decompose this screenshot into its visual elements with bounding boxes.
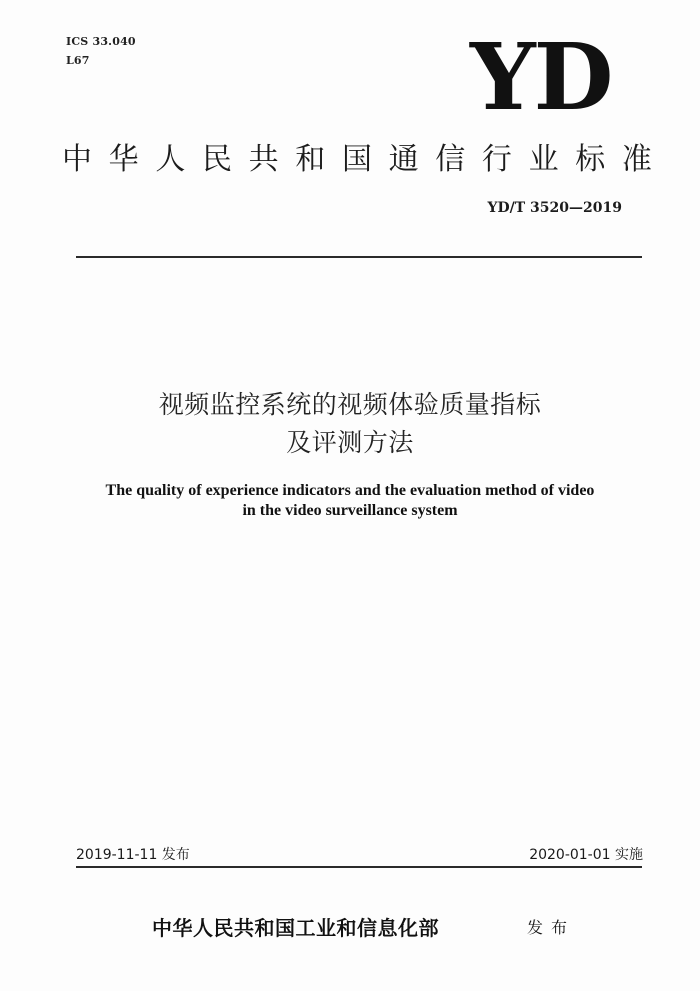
publish-label: 发布 <box>527 918 576 937</box>
issue-date: 2019-11-11 发布 <box>76 847 190 863</box>
ccs-code: L67 <box>66 54 90 67</box>
standard-type-char: 人 <box>155 142 186 177</box>
title-chinese-line-2: 及评测方法 <box>286 428 414 457</box>
standard-type-char: 华 <box>108 142 139 177</box>
publisher-name: 中华人民共和国工业和信息化部 <box>152 916 439 940</box>
title-chinese-line-1: 视频监控系统的视频体验质量指标 <box>158 390 542 419</box>
standard-type-char: 通 <box>388 142 419 177</box>
title-english-line-2: in the video surveillance system <box>242 502 458 519</box>
standard-type-char: 准 <box>621 142 652 177</box>
implementation-date: 2020-01-01 实施 <box>529 847 643 863</box>
standard-type-char: 共 <box>248 142 279 177</box>
ics-code: ICS 33.040 <box>66 35 136 48</box>
standard-type-char: 标 <box>575 142 606 177</box>
standard-type-char: 民 <box>201 142 232 177</box>
standard-number: YD/T 3520—2019 <box>487 200 622 216</box>
standard-type-char: 行 <box>481 142 512 177</box>
bottom-divider <box>76 866 642 868</box>
standard-type-char: 信 <box>435 142 466 177</box>
standard-type-char: 中 <box>62 142 92 177</box>
standard-type-char: 业 <box>528 142 559 177</box>
title-english-line-1: The quality of experience indicators and the evaluation method of video <box>105 482 595 499</box>
yd-logo: YD <box>470 23 612 131</box>
top-divider <box>76 256 642 258</box>
standard-type <box>62 140 652 180</box>
standard-type-char: 和 <box>295 142 326 177</box>
standard-type-char: 国 <box>341 142 372 177</box>
